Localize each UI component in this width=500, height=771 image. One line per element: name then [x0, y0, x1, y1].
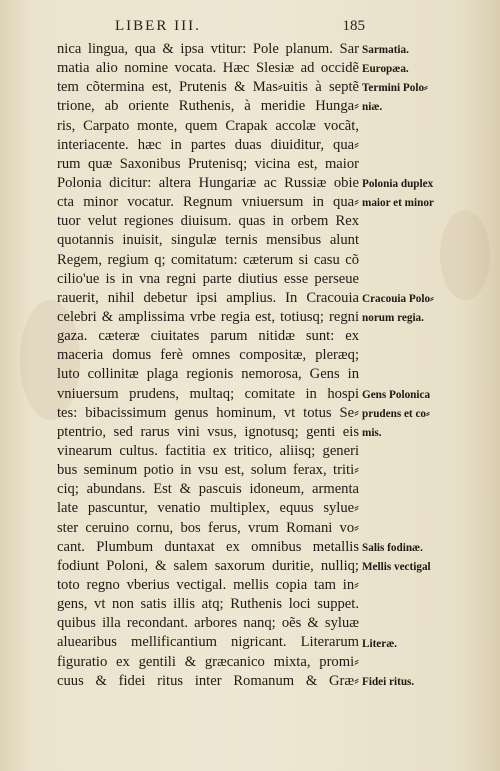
text-line: ptentrio, sed rarus vini vsus, ignotusq; genti eis [57, 423, 359, 440]
text-line: quotannis inuisit, singulæ ternis mensibus alunt [57, 232, 359, 249]
text-line: maceria domus ferè omnes compositæ, pleræq; [57, 347, 359, 364]
text-line: gaza. cæteræ ciuitates parum nitidæ sunt: ex [57, 328, 359, 345]
text-line: trione, ab oriente Ruthenis, à meridie Hunga⸗ [57, 98, 359, 115]
text-line: rauerit, nihil debetur ipsi amplius. In Cracouia [57, 289, 359, 306]
text-line: cuus & fidei ritus inter Romanum & Græ⸗ [57, 672, 359, 689]
text-line: ster ceruino cornu, bos ferus, vrum Romani vo⸗ [57, 519, 359, 536]
text-line: Regem, regium q; comitatum: cæterum si casu cõ [57, 251, 359, 268]
marginal-note: Gens Polonica [362, 388, 431, 401]
text-line: Polonia dicitur: altera Hungariæ ac Russiæ obie [57, 174, 359, 191]
text-line: ciq; abundans. Est & pascuis idoneum, armenta [57, 481, 359, 498]
marginal-note: Mellis vectigal [362, 561, 431, 574]
text-line: matia alio nomine vocata. Hæc Slesiæ ad occidẽ [57, 60, 359, 77]
marginal-note: Salis fodinæ. [362, 541, 423, 554]
text-line: figuratio ex gentili & græcanico mixta, promi⸗ [57, 653, 359, 670]
marginal-note: Fidei ritus. [362, 675, 415, 688]
text-line: aluearibus mellificantium nigricant. Literarum [57, 634, 359, 651]
marginal-note: Literæ. [362, 637, 398, 650]
text-line: cta minor vocatur. Regnum vniuersum in qua⸗ [57, 194, 359, 211]
text-line: fodiunt Poloni, & salem saxorum duritie, nulliq; [57, 557, 359, 574]
text-line: cilio'ue is in vna regni parte diutius esse perseue [57, 270, 359, 287]
text-line: quibus illa recondant. arbores nanq; oẽs & syluæ [57, 615, 359, 632]
text-line: rum quæ Saxonibus Prutenisq; vicina est, maior [57, 155, 359, 172]
text-line: luto collinitæ plaga regionis nemorosa, Gens in [57, 366, 359, 383]
marginal-note: Sarmatia. [362, 44, 409, 56]
marginal-note: Europæa. [362, 63, 409, 76]
text-line: tes: bibacissimum genus hominum, vt totus Se⸗ [57, 404, 359, 421]
text-line: toto regno vberius vectigal. mellis copia tam in⸗ [57, 576, 359, 593]
text-line: vinearum cultus. factitia ex tritico, aliisq; generi [57, 442, 359, 459]
main-text-column [57, 40, 359, 691]
running-head [115, 18, 365, 35]
marginal-note: Cracouia Polo⸗ [362, 292, 434, 305]
text-line: gens, vt non satis illis atq; Ruthenis loci suppet. [57, 596, 359, 613]
paper-stain [440, 210, 490, 300]
text-line: bus seminum potio in vsu est, solum ferax, triti⸗ [57, 462, 359, 479]
text-line: tuor velut regiones diuisum. quas in orbem Rex [57, 213, 359, 230]
text-line: vniuersum prudens, multaq; comitate in hospi [57, 385, 359, 402]
text-line: ris, Carpato monte, quem Crapak accolæ vocãt, [57, 117, 359, 134]
text-line: cant. Plumbum duntaxat ex omnibus metallis [57, 538, 359, 555]
marginal-note: mis. [362, 427, 382, 439]
marginal-note: niæ. [362, 101, 383, 114]
text-line: celebri & amplissima vrbe regia est, totiusq; regni [57, 308, 359, 325]
text-line: tem cõtermina est, Prutenis & Mas⸗uitis à septẽ [57, 79, 359, 96]
marginal-note: norum regia. [362, 312, 424, 325]
page-number: 185 [342, 18, 365, 34]
marginal-note: maior et minor [362, 197, 434, 210]
marginal-note: Termini Polo⸗ [362, 82, 428, 95]
text-line: late pascuntur, venatio multiplex, equus sylue⸗ [57, 500, 359, 517]
marginal-note: prudens et co⸗ [362, 407, 430, 420]
running-title: LIBER III. [115, 18, 201, 34]
marginal-note: Polonia duplex [362, 178, 434, 191]
text-line: nica lingua, qua & ipsa vtitur: Pole planum. Sar [57, 41, 359, 57]
text-line: interiacente. hæc in partes duas diuiditur, qua⸗ [57, 136, 359, 153]
